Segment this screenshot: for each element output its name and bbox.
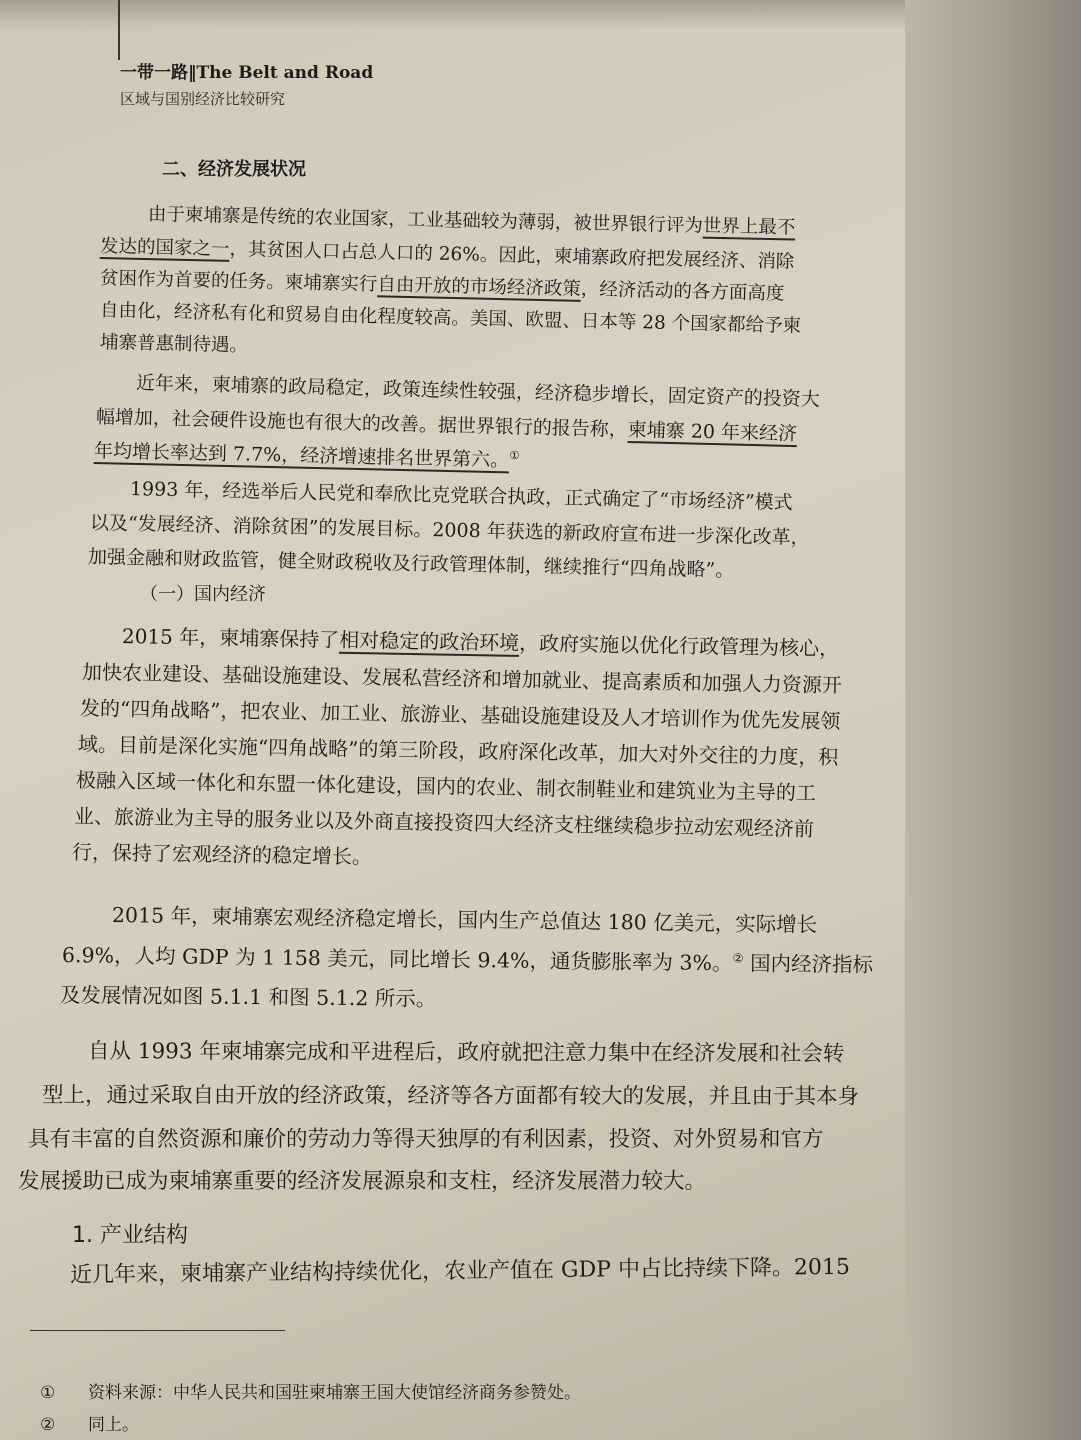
underlined-text: 自由开放的市场经济政策 bbox=[377, 274, 582, 300]
underlined-text: 柬埔寨 20 年来经济 bbox=[627, 419, 798, 446]
text: ，政府实施以优化行政管理为核心， bbox=[518, 630, 840, 661]
para2-line1: 近年来，柬埔寨的政局稳定，政策连续性较强，经济稳步增长，固定资产的投资大 bbox=[135, 372, 821, 411]
subsection-heading: （一）国内经济 bbox=[140, 584, 266, 605]
text: 由于柬埔寨是传统的农业国家，工业基础较为薄弱，被世界银行评为 bbox=[147, 204, 704, 237]
para4-line6: 业、旅游业为主导的服务业以及外商直接投资四大经济支柱继续稳步拉动宏观经济前 bbox=[73, 804, 815, 841]
footnote-ref: ② bbox=[732, 951, 744, 966]
para4-line1 bbox=[122, 620, 840, 662]
subheading-industry-structure: 1. 产业结构 bbox=[72, 1223, 188, 1248]
para7-line1: 近几年来，柬埔寨产业结构持续优化，农业产值在 GDP 中占比持续下降。2015 bbox=[69, 1254, 851, 1288]
para4-line3: 发的“四角战略”，把农业、加工业、旅游业、基础设施建设及人才培训作为优先发展领 bbox=[79, 696, 841, 734]
para1-line4: 自由化，经济私有化和贸易自由化程度较高。美国、欧盟、日本等 28 个国家都给予柬 bbox=[99, 300, 802, 337]
para4-line5: 极融入区域一体化和东盟一体化建设，国内的农业、制衣制鞋业和建筑业为主导的工 bbox=[75, 768, 817, 805]
footnote-1 bbox=[40, 1378, 581, 1403]
para6-line1: 自从 1993 年柬埔寨完成和平进程后，政府就把注意力集中在经济发展和社会转 bbox=[87, 1039, 845, 1067]
para2-line3 bbox=[94, 436, 520, 473]
text: ，经济活动的各方面高度 bbox=[580, 278, 785, 305]
footnote-mark: ① bbox=[40, 1383, 56, 1403]
para3-line3: 加强金融和财政监管，健全财政税收及行政管理体制，继续推行“四角战略”。 bbox=[87, 546, 735, 582]
para6-line4: 发展援助已成为柬埔寨重要的经济发展源泉和支柱，经济发展潜力较大。 bbox=[18, 1169, 707, 1194]
running-header-title: 一带一路‖The Belt and Road bbox=[120, 63, 374, 83]
section-heading: 二、经济发展状况 bbox=[162, 159, 306, 180]
text: ，其贫困人口占总人口的 26%。因此，柬埔寨政府把发展经济、消除 bbox=[229, 238, 795, 273]
para4-line7: 行，保持了宏观经济的稳定增长。 bbox=[71, 840, 373, 869]
running-header-subtitle: 区域与国别经济比较研究 bbox=[120, 90, 286, 108]
para1-line1 bbox=[148, 200, 796, 240]
footnote-mark: ② bbox=[40, 1415, 56, 1435]
para4-line4: 域。目前是深化实施“四角战略”的第三阶段，政府深化改革，加大对外交往的力度，积 bbox=[77, 732, 839, 770]
underlined-text: 相对稳定的政治环境 bbox=[338, 627, 520, 655]
para5-line3: 及发展情况如图 5.1.1 和图 5.1.2 所示。 bbox=[59, 983, 437, 1011]
para6-line3: 具有丰富的自然资源和廉价的劳动力等得天独厚的有利因素，投资、对外贸易和官方 bbox=[28, 1127, 824, 1152]
para3-line2: 以及“发展经济、消除贫困”的发展目标。2008 年获选的新政府宣布进一步深化改革， bbox=[89, 512, 810, 550]
para1-line5: 埔寨普惠制待遇。 bbox=[99, 332, 249, 357]
footnote-text: 同上。 bbox=[88, 1415, 139, 1435]
underlined-text: 发达的国家之一 bbox=[99, 236, 230, 260]
underlined-text: 年均增长率达到 7.7%，经济增速排名世界第六。 bbox=[93, 440, 510, 472]
text: 国内经济指标 bbox=[743, 951, 874, 977]
para4-line2: 加快农业建设、基础设施建设、发展私营经济和增加就业、提高素质和加强人力资源开 bbox=[81, 660, 843, 698]
para5-line1: 2015 年，柬埔寨宏观经济稳定增长，国内生产总值达 180 亿美元，实际增长 bbox=[111, 903, 818, 937]
para6-line2: 型上，通过采取自由开放的经济政策，经济等各方面都有较大的发展，并且由于其本身 bbox=[41, 1083, 860, 1110]
para5-line2 bbox=[62, 938, 873, 978]
footnote-text: 资料来源：中华人民共和国驻柬埔寨王国大使馆经济商务参赞处。 bbox=[88, 1383, 581, 1403]
underlined-text: 世界上最不 bbox=[702, 215, 796, 239]
text: 2015 年，柬埔寨保持了 bbox=[121, 624, 340, 652]
footnote-ref: ① bbox=[509, 448, 520, 463]
text: 贫困作为首要的任务。柬埔寨实行 bbox=[99, 268, 378, 296]
footnote-divider bbox=[30, 1330, 285, 1331]
footnote-2 bbox=[40, 1410, 139, 1435]
header-divider bbox=[118, 0, 120, 60]
text: 幅增加，社会硬件设施也有很大的改善。据世界银行的报告称， bbox=[95, 406, 629, 441]
text: 6.9%，人均 GDP 为 1 158 美元，同比增长 9.4%，通货膨胀率为 3%。 bbox=[61, 943, 733, 976]
para3-line1: 1993 年，经选举后人民党和奉欣比克党联合执政，正式确定了“市场经济”模式 bbox=[129, 478, 793, 514]
